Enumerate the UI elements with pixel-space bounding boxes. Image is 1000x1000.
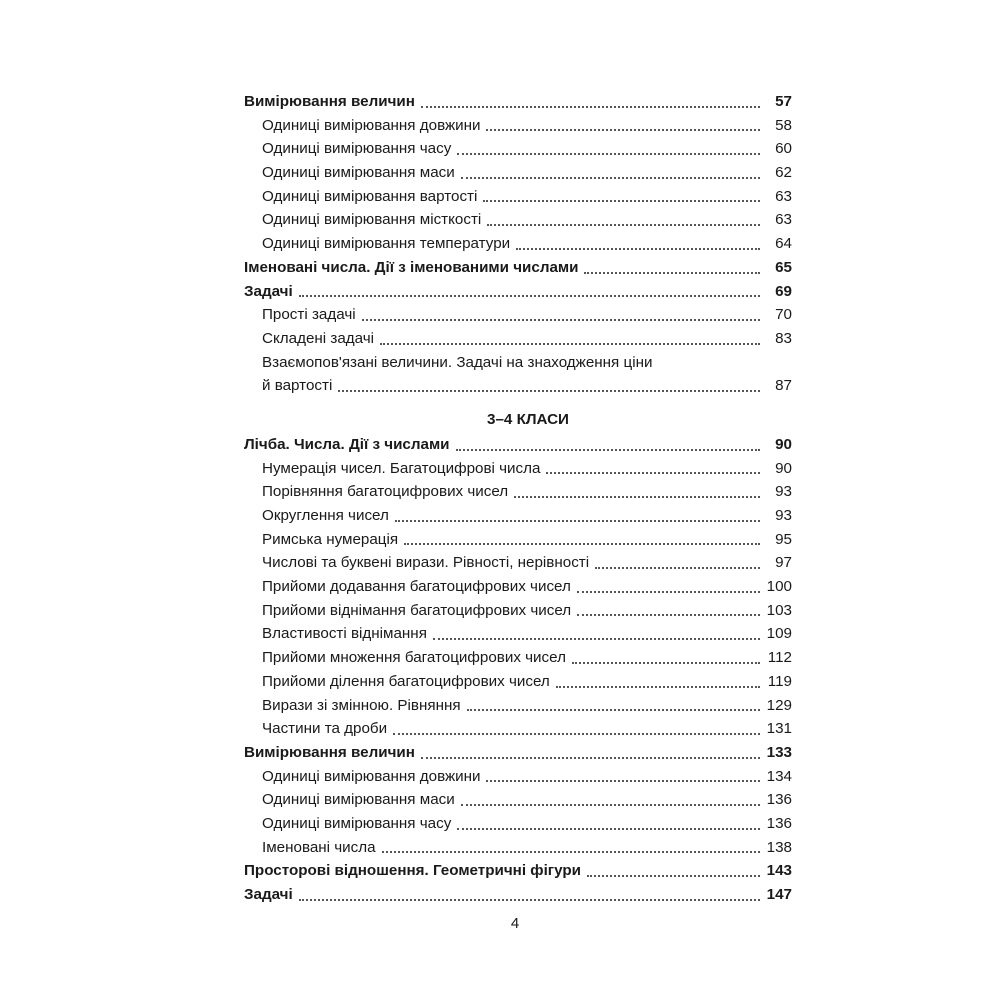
dot-leader [393,732,760,735]
toc-entry-title: Одиниці вимірювання часу [262,140,452,158]
dot-leader [595,566,760,569]
toc-entry-wrapped-first-line [244,351,792,375]
toc-entry-page: 95 [775,530,792,548]
toc-entry-page: 100 [766,578,792,596]
toc-entry-title: Одиниці вимірювання маси [262,164,455,182]
toc-entry-page: 129 [766,696,792,714]
dot-leader [467,708,760,711]
toc-entry-title: Складені задачі [262,329,375,347]
toc-entry-page: 60 [775,140,792,158]
dot-leader [577,613,760,616]
toc-entry [244,717,792,741]
toc-entry [244,551,792,575]
toc-entry-title: й вартості [262,377,333,395]
toc-entry-title: Прості задачі [262,306,356,324]
toc-part-2 [244,433,792,907]
dot-leader [395,519,760,522]
dot-leader [338,389,760,392]
toc-entry-title: Порівняння багатоцифрових чисел [262,483,509,501]
toc-entry-title: Одиниці вимірювання часу [262,814,452,832]
dot-leader [556,685,760,688]
toc-entry-title: Взаємопов'язані величини. Задачі на знаходження ціни [262,353,653,371]
dot-leader [457,152,760,155]
dot-leader [433,637,760,640]
toc-entry [244,161,792,185]
toc-section-entry [244,883,792,907]
toc-entry-page: 87 [775,377,792,395]
dot-leader [421,105,760,108]
toc-entry-page: 90 [775,459,792,477]
toc-entry [244,137,792,161]
toc-entry-page: 133 [766,743,792,761]
toc-entry-page: 143 [766,862,792,880]
toc-entry [244,765,792,789]
toc-entry-title: Числові та буквені вирази. Рівності, нерівності [262,554,590,572]
toc-section-entry [244,741,792,765]
dot-leader [456,448,760,451]
toc-entry-title: Іменовані числа [262,838,376,856]
dot-leader [546,471,760,474]
toc-entry-title: Одиниці вимірювання довжини [262,767,481,785]
dot-leader [487,223,760,226]
toc-entry-page: 103 [766,601,792,619]
toc-entry-page: 62 [775,164,792,182]
toc-entry-page: 63 [775,187,792,205]
toc-entry [244,528,792,552]
toc-entry [244,457,792,481]
toc-entry-page: 83 [775,329,792,347]
toc-entry [244,303,792,327]
toc-entry-wrapped [244,374,792,398]
toc-entry-title: Вимірювання величин [244,93,415,110]
toc-entry-title: Іменовані числа. Дії з іменованими числами [244,258,579,276]
toc-entry [244,232,792,256]
toc-part-1 [244,90,792,351]
dot-leader [516,247,760,250]
toc-entry [244,836,792,860]
toc-entry-title: Прийоми віднімання багатоцифрових чисел [262,601,572,619]
page-number: 4 [510,915,520,932]
toc-entry [244,208,792,232]
toc-entry-title: Прийоми множення багатоцифрових чисел [262,649,566,667]
dot-leader [380,342,760,345]
toc-entry-title: Задачі [244,886,293,903]
toc-entry [244,812,792,836]
toc-section-entry [244,256,792,280]
toc-entry-title: Вирази зі змінною. Рівняння [262,696,461,714]
toc-entry [244,504,792,528]
dot-leader [404,542,760,545]
toc-entry-page: 136 [766,791,792,809]
toc-entry-title: Лічба. Числа. Дії з числами [244,435,450,453]
toc-entry-page: 97 [775,554,792,572]
toc-entry-title: Одиниці вимірювання довжини [262,116,481,134]
toc-entry-page: 70 [775,306,792,324]
dot-leader [486,128,760,131]
toc-entry-title: Одиниці вимірювання місткості [262,211,482,229]
section-heading: 3–4 КЛАСИ [487,410,569,428]
toc-entry-page: 65 [775,258,792,276]
toc-entry-title: Одиниці вимірювання маси [262,791,455,809]
toc-entry-page: 134 [766,767,792,785]
toc-entry-title: Просторові відношення. Геометричні фігури [244,862,581,880]
toc-entry-page: 90 [775,435,792,453]
toc-entry-title: Округлення чисел [262,507,389,524]
toc-entry-page: 109 [766,625,792,643]
toc-entry-title: Властивості віднімання [262,625,427,643]
toc-entry [244,694,792,718]
toc-entry-page: 93 [775,483,792,501]
toc-entry [244,185,792,209]
dot-leader [299,898,760,901]
dot-leader [587,874,760,877]
toc-entry-title: Одиниці вимірювання температури [262,235,511,253]
toc-section-entry [244,280,792,304]
dot-leader [584,271,760,274]
dot-leader [457,827,760,830]
toc-section-entry [244,433,792,457]
toc-section-entry [244,90,792,114]
toc-entry [244,575,792,599]
dot-leader [421,756,760,759]
toc-entry-page: 136 [766,814,792,832]
toc-entry-title: Прийоми ділення багатоцифрових чисел [262,672,550,690]
toc-entry-page: 119 [767,672,792,690]
toc-entry-page: 147 [766,886,792,903]
toc-entry-page: 112 [767,649,792,667]
toc-entry-page: 131 [766,720,792,738]
toc-entry [244,788,792,812]
toc-entry-page: 57 [775,93,792,110]
dot-leader [461,176,760,179]
dot-leader [577,590,760,593]
toc-entry-page: 138 [766,838,792,856]
toc-entry [244,622,792,646]
dot-leader [514,495,760,498]
toc-entry [244,599,792,623]
toc-section-entry [244,859,792,883]
toc-entry-page: 63 [775,211,792,229]
toc-entry-title: Римська нумерація [262,530,399,548]
dot-leader [382,850,760,853]
toc-entry-title: Нумерація чисел. Багатоцифрові числа [262,459,541,477]
toc-entry-title: Прийоми додавання багатоцифрових чисел [262,578,571,596]
dot-leader [461,803,760,806]
toc-entry-page: 64 [775,235,792,253]
toc-entry-title: Вимірювання величин [244,743,415,761]
dot-leader [483,199,760,202]
toc-entry-title: Одиниці вимірювання вартості [262,187,478,205]
dot-leader [572,661,760,664]
toc-entry-title: Задачі [244,282,293,300]
toc-entry-page: 93 [775,507,792,524]
toc-entry [244,646,792,670]
toc-entry [244,114,792,138]
toc-entry-title: Частини та дроби [262,720,388,738]
dot-leader [486,779,760,782]
toc-entry-page: 58 [775,116,792,134]
table-of-contents [244,90,792,907]
dot-leader [362,318,760,321]
toc-entry-page: 69 [775,282,792,300]
toc-entry [244,480,792,504]
dot-leader [299,294,760,297]
toc-entry [244,327,792,351]
toc-entry [244,670,792,694]
